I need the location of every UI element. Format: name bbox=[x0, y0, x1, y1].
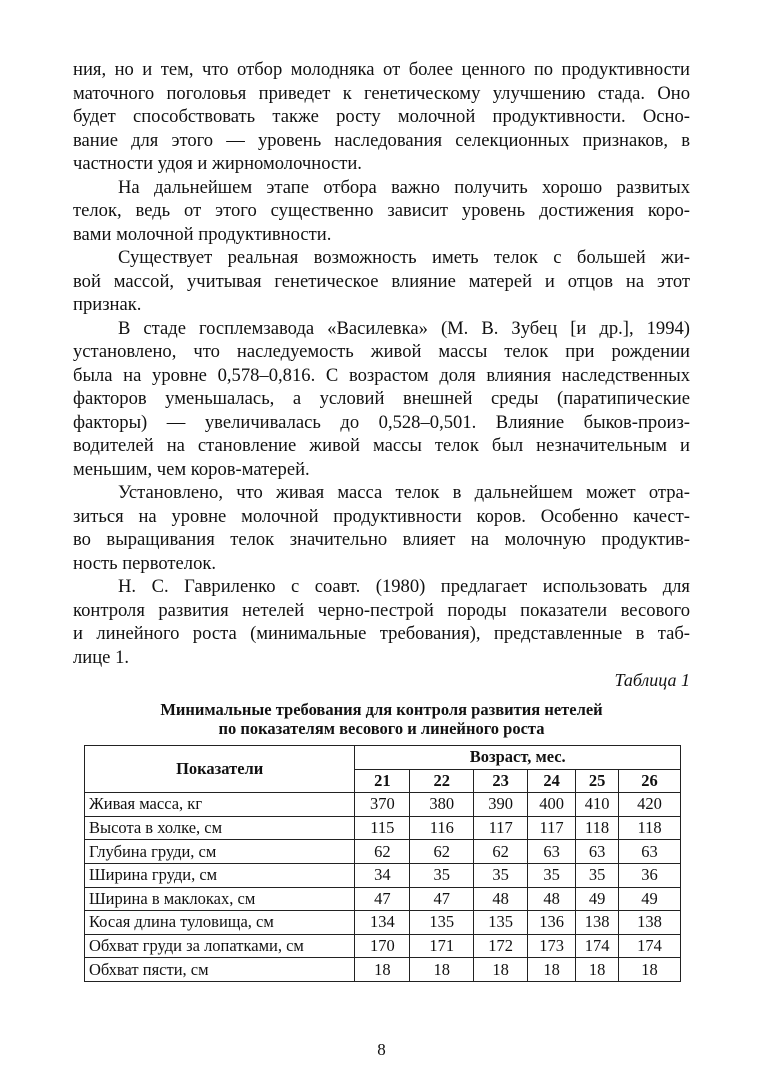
table-cell: 18 bbox=[355, 958, 410, 982]
row-name: Косая длина туловища, см bbox=[85, 911, 355, 935]
text-line: признак. bbox=[73, 294, 142, 315]
table-cell: 400 bbox=[528, 793, 576, 817]
text-line: Установлено, что живая масса телок в дальнейшем может отра- bbox=[118, 482, 690, 503]
text-line: установлено, что наследуемость живой массы телок при рождении bbox=[73, 341, 690, 362]
column-header: 25 bbox=[576, 769, 619, 793]
row-name: Обхват пясти, см bbox=[85, 958, 355, 982]
table-cell: 34 bbox=[355, 863, 410, 887]
body-text bbox=[73, 58, 690, 669]
row-header: Показатели bbox=[85, 746, 355, 793]
text-line: водителей на становление живой массы телок был незначительным и bbox=[73, 435, 690, 456]
table-cell: 370 bbox=[355, 793, 410, 817]
table-title bbox=[73, 701, 690, 738]
text-line: маточного поголовья приведет к генетическому улучшению стада. Оно bbox=[73, 82, 690, 104]
table-row bbox=[85, 793, 681, 817]
text-line: вой массой, учитывая генетическое влияние матерей и отцов на этот bbox=[73, 270, 690, 292]
table-cell: 35 bbox=[576, 863, 619, 887]
table-cell: 18 bbox=[576, 958, 619, 982]
column-header: 21 bbox=[355, 769, 410, 793]
text-line: ния, но и тем, что отбор молодняка от более ценного по продуктивности bbox=[73, 59, 690, 80]
text-line: На дальнейшем этапе отбора важно получить хорошо развитых bbox=[118, 176, 690, 198]
group-header: Возраст, мес. bbox=[355, 746, 681, 770]
table-cell: 36 bbox=[619, 863, 681, 887]
table-cell: 138 bbox=[576, 911, 619, 935]
page-number: 8 bbox=[377, 1040, 386, 1059]
table-cell: 135 bbox=[474, 911, 528, 935]
table-cell: 420 bbox=[619, 793, 681, 817]
text-line: частности удоя и жирномолочности. bbox=[73, 153, 362, 174]
table-row bbox=[85, 958, 681, 982]
table-cell: 380 bbox=[410, 793, 474, 817]
table-cell: 47 bbox=[410, 887, 474, 911]
row-name: Живая масса, кг bbox=[85, 793, 355, 817]
row-name: Ширина груди, см bbox=[85, 863, 355, 887]
row-name: Высота в холке, см bbox=[85, 816, 355, 840]
text-line: факторов уменьшалась, а условий внешней среды (паратипические bbox=[73, 388, 690, 409]
text-line: лице 1. bbox=[73, 646, 130, 668]
text-line: меньшим, чем коров-матерей. bbox=[73, 458, 310, 480]
table-cell: 49 bbox=[619, 887, 681, 911]
table-cell: 174 bbox=[619, 934, 681, 958]
table-cell: 62 bbox=[355, 840, 410, 864]
table-cell: 174 bbox=[576, 934, 619, 958]
table-cell: 115 bbox=[355, 816, 410, 840]
data-table bbox=[84, 745, 681, 982]
table-cell: 63 bbox=[619, 840, 681, 864]
column-header: 23 bbox=[474, 769, 528, 793]
table-cell: 173 bbox=[528, 934, 576, 958]
table-title-line: по показателям весового и линейного роста bbox=[218, 718, 545, 738]
table-cell: 18 bbox=[410, 958, 474, 982]
table-cell: 117 bbox=[474, 816, 528, 840]
row-name: Обхват груди за лопатками, см bbox=[85, 934, 355, 958]
table-cell: 18 bbox=[474, 958, 528, 982]
table-title-line: Минимальные требования для контроля развития нетелей bbox=[160, 700, 603, 719]
table-row bbox=[85, 816, 681, 840]
table-cell: 118 bbox=[619, 816, 681, 840]
table-cell: 170 bbox=[355, 934, 410, 958]
column-header: 24 bbox=[528, 769, 576, 793]
text-line: и линейного роста (минимальные требования), представленные в таб- bbox=[73, 623, 690, 644]
column-header: 26 bbox=[619, 769, 681, 793]
table-row bbox=[85, 887, 681, 911]
table-row bbox=[85, 863, 681, 887]
text-line: была на уровне 0,578–0,816. С возрастом доля влияния наследственных bbox=[73, 364, 690, 386]
text-line: В стаде госплемзавода «Василевка» (М. В. Зубец [и др.], 1994) bbox=[118, 317, 690, 339]
table-row bbox=[85, 840, 681, 864]
table-cell: 138 bbox=[619, 911, 681, 935]
table-cell: 410 bbox=[576, 793, 619, 817]
text-line: будет способствовать также росту молочной продуктивности. Осно- bbox=[73, 106, 690, 127]
table-cell: 135 bbox=[410, 911, 474, 935]
table-cell: 136 bbox=[528, 911, 576, 935]
table-cell: 134 bbox=[355, 911, 410, 935]
table-row bbox=[85, 934, 681, 958]
column-header: 22 bbox=[410, 769, 474, 793]
table-caption: Таблица 1 bbox=[614, 670, 690, 690]
text-line: вание для этого — уровень наследования селекционных признаков, в bbox=[73, 129, 690, 151]
table-cell: 62 bbox=[474, 840, 528, 864]
text-line: во выращивания телок значительно влияет на молочную продуктив- bbox=[73, 529, 690, 550]
table-cell: 47 bbox=[355, 887, 410, 911]
text-line: зиться на уровне молочной продуктивности коров. Особенно качест- bbox=[73, 505, 690, 527]
table-cell: 35 bbox=[528, 863, 576, 887]
text-line: контроля развития нетелей черно-пестрой породы показатели весового bbox=[73, 599, 690, 621]
text-line: телок, ведь от этого существенно зависит уровень достижения коро- bbox=[73, 200, 690, 221]
table-cell: 35 bbox=[474, 863, 528, 887]
text-line: факторы) — увеличивалась до 0,528–0,501. Влияние быков-произ- bbox=[73, 411, 690, 433]
table-cell: 49 bbox=[576, 887, 619, 911]
table-cell: 63 bbox=[528, 840, 576, 864]
table-cell: 116 bbox=[410, 816, 474, 840]
text-line: Существует реальная возможность иметь телок с большей жи- bbox=[118, 247, 690, 268]
table-cell: 35 bbox=[410, 863, 474, 887]
table-cell: 48 bbox=[528, 887, 576, 911]
table-cell: 390 bbox=[474, 793, 528, 817]
table-cell: 118 bbox=[576, 816, 619, 840]
table-cell: 18 bbox=[528, 958, 576, 982]
table-cell: 48 bbox=[474, 887, 528, 911]
row-name: Глубина груди, см bbox=[85, 840, 355, 864]
table-row bbox=[85, 911, 681, 935]
text-line: вами молочной продуктивности. bbox=[73, 223, 332, 245]
table-cell: 63 bbox=[576, 840, 619, 864]
table-cell: 117 bbox=[528, 816, 576, 840]
row-name: Ширина в маклоках, см bbox=[85, 887, 355, 911]
text-line: Н. С. Гавриленко с соавт. (1980) предлагает использовать для bbox=[118, 576, 690, 597]
text-line: ность первотелок. bbox=[73, 552, 217, 574]
table-cell: 18 bbox=[619, 958, 681, 982]
table-cell: 171 bbox=[410, 934, 474, 958]
table-cell: 172 bbox=[474, 934, 528, 958]
table-cell: 62 bbox=[410, 840, 474, 864]
